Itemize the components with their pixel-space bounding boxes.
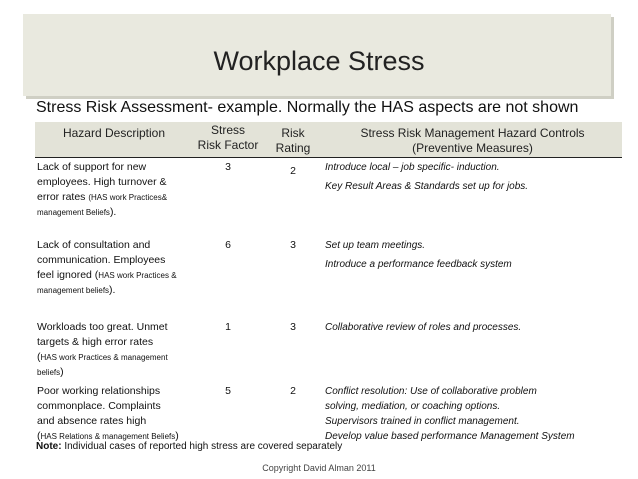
control-item: Introduce local – job specific- induction. (325, 162, 500, 173)
hazard-text: communication. Employees (37, 253, 166, 266)
risk-rating-cell: 3 (263, 318, 323, 382)
header-hazard-label: Hazard Description (62, 126, 166, 140)
header-stress-risk-factor (193, 122, 263, 158)
hazard-text: commonplace. Complaints (37, 399, 161, 412)
header-controls (323, 122, 622, 158)
slide-title: Workplace Stress (213, 46, 425, 76)
hazard-text: ( (37, 429, 41, 442)
hazard-has-note: (HAS work Practices& management Beliefs (37, 193, 168, 217)
note-text: Individual cases of reported high stress are covered separately (61, 441, 343, 452)
hazard-text: Lack of support for new (37, 161, 147, 173)
header-controls-line2: (Preventive Measures) (412, 141, 533, 155)
hazard-has-note: HAS work Practices & management beliefs (37, 352, 168, 377)
hazard-text: error rates (37, 191, 89, 203)
controls-cell (323, 382, 622, 448)
copyright-text: Copyright David Alman 2011 (262, 463, 376, 473)
hazard-cell (35, 158, 193, 236)
stress-factor-cell: 6 (193, 236, 263, 318)
hazard-text: ( (37, 350, 41, 363)
control-item: Collaborative review of roles and processes. (325, 321, 522, 333)
hazard-text: employees. High turnover & (37, 176, 167, 188)
control-item: Supervisors trained in conflict management. (325, 415, 520, 427)
hazard-text: ). (109, 283, 116, 296)
table-header-row (35, 122, 622, 158)
control-item: Develop value based performance Management System (325, 430, 575, 442)
hazard-text: Workloads too great. Unmet (37, 320, 168, 333)
control-item: Set up team meetings. (325, 239, 426, 251)
table-row (35, 382, 622, 448)
risk-rating-cell: 2 (263, 382, 323, 448)
header-controls-line1: Stress Risk Management Hazard Controls (360, 126, 585, 140)
controls-cell (323, 158, 622, 236)
note-label: Note: (36, 441, 62, 452)
hazard-cell (35, 382, 193, 448)
slide-subtitle: Stress Risk Assessment- example. Normally the HAS aspects are not shown (36, 99, 579, 116)
hazard-text: Poor working relationships (37, 384, 161, 397)
control-item: Introduce a performance feedback system (325, 258, 512, 270)
control-item: Key Result Areas & Standards set up for jobs. (325, 181, 529, 192)
footnote (36, 441, 342, 452)
hazard-text: targets & high error rates (37, 335, 154, 348)
header-stress-line2: Risk Factor (197, 138, 259, 152)
hazard-text: ) (60, 365, 64, 378)
risk-rating-cell: 3 (263, 236, 323, 318)
table-row (35, 158, 622, 236)
table-row (35, 236, 622, 318)
controls-cell (323, 318, 622, 382)
hazard-text: ). (109, 206, 117, 218)
hazard-text: feel ignored ( (37, 268, 99, 281)
header-hazard-description (35, 122, 193, 158)
stress-factor-cell: 5 (193, 382, 263, 448)
hazard-text: ) (175, 429, 179, 442)
header-risk-line2: Rating (275, 141, 311, 155)
hazard-text: Lack of consultation and (37, 238, 151, 251)
risk-assessment-table (35, 122, 622, 448)
controls-cell (323, 236, 622, 318)
header-risk-rating (263, 122, 323, 158)
stress-factor-cell: 3 (193, 158, 263, 236)
header-stress-line1: Stress (210, 123, 245, 137)
hazard-cell (35, 318, 193, 382)
table-row (35, 318, 622, 382)
control-item: solving, mediation, or coaching options. (325, 400, 501, 412)
hazard-has-note: HAS Relations & management Beliefs (40, 431, 176, 441)
hazard-has-note: HAS work Practices & management beliefs (37, 270, 177, 295)
stress-factor-cell: 1 (193, 318, 263, 382)
risk-rating-cell: 2 (263, 158, 323, 236)
hazard-cell (35, 236, 193, 318)
header-risk-line1: Risk (281, 126, 305, 140)
hazard-text: and absence rates high (37, 414, 147, 427)
control-item: Conflict resolution: Use of collaborative problem (325, 385, 537, 397)
